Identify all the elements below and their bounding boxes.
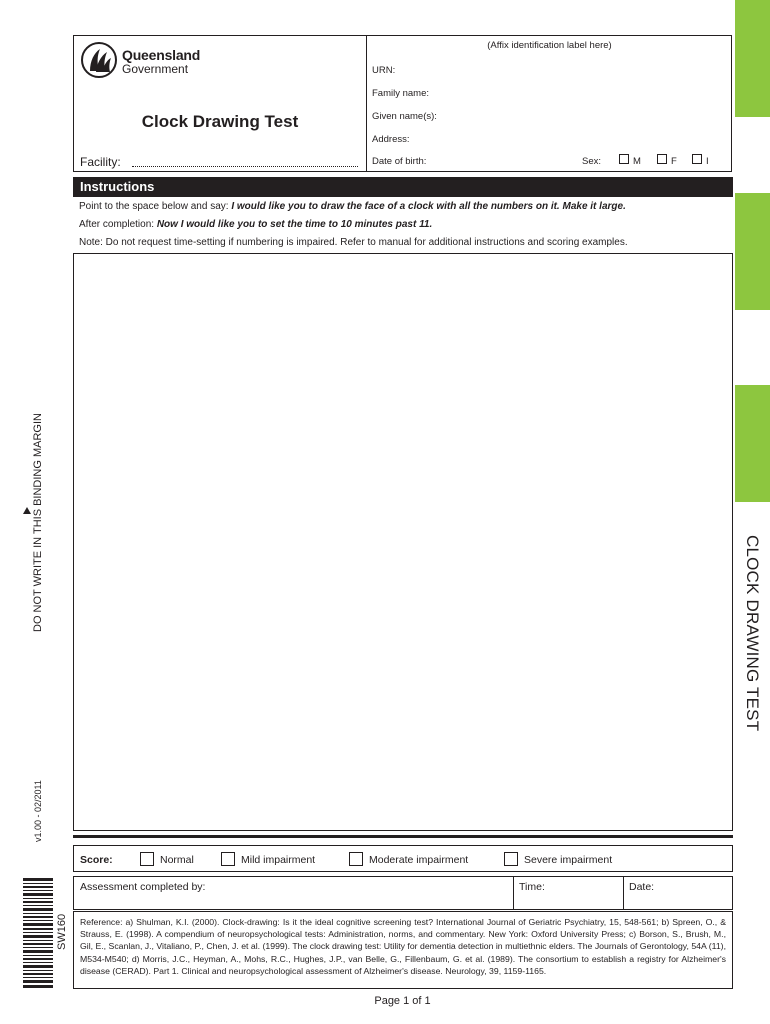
form-code: SW160: [56, 913, 68, 950]
sex-m-checkbox[interactable]: [619, 154, 629, 164]
instruction-line-3: Note: Do not request time-setting if numbering is impaired. Refer to manual for additional instructions and scoring examples.: [79, 237, 628, 248]
given-names-field[interactable]: Given name(s):: [372, 111, 437, 122]
side-title: CLOCK DRAWING TEST: [743, 535, 762, 732]
sex-f-checkbox[interactable]: [657, 154, 667, 164]
assessment-divider-2: [623, 877, 624, 909]
header-divider: [366, 36, 367, 171]
score-severe-checkbox[interactable]: [504, 852, 518, 866]
sex-f-label: F: [671, 156, 677, 167]
index-tab-2: [735, 193, 770, 310]
patient-header: [73, 35, 732, 172]
facility-label: Facility:: [80, 155, 121, 169]
score-normal-label: Normal: [160, 854, 194, 866]
index-tab-3: [735, 385, 770, 502]
assessed-by-field[interactable]: Assessment completed by:: [80, 881, 206, 893]
assessment-divider-1: [513, 877, 514, 909]
instructions-bar: [73, 177, 733, 197]
barcode-icon: [23, 878, 53, 988]
logo-text-queensland: Queensland: [122, 47, 201, 63]
form-title: Clock Drawing Test: [141, 112, 299, 131]
instructions-title: Instructions: [80, 179, 155, 194]
dob-field[interactable]: Date of birth:: [372, 156, 427, 167]
score-label: Score:: [80, 854, 113, 866]
instruction-line-1: [79, 201, 626, 212]
instruction-1-script: I would like you to draw the face of a clock with all the numbers on it. Make it large.: [231, 201, 626, 212]
instruction-line-2: [79, 219, 432, 230]
page-number: Page 1 of 1: [374, 995, 431, 1007]
binding-margin-note: DO NOT WRITE IN THIS BINDING MARGIN: [32, 413, 44, 632]
instruction-2-prefix: After completion:: [79, 219, 155, 230]
sex-m-label: M: [633, 156, 641, 167]
time-field[interactable]: Time:: [519, 881, 545, 893]
logo-text-government: Government: [122, 62, 189, 76]
instruction-2-script: Now I would like you to set the time to 10 minutes past 11.: [156, 219, 433, 230]
reference-box: [73, 911, 733, 989]
assessment-row: [73, 876, 733, 910]
sex-i-checkbox[interactable]: [692, 154, 702, 164]
score-mild-checkbox[interactable]: [221, 852, 235, 866]
id-label-hint: (Affix identification label here): [487, 40, 612, 51]
score-mild-label: Mild impairment: [241, 854, 316, 866]
margin-arrow-icon: [23, 507, 31, 514]
qld-gov-logo: [80, 41, 230, 81]
family-name-field[interactable]: Family name:: [372, 88, 430, 99]
section-rule: [73, 835, 733, 838]
address-field[interactable]: Address:: [372, 134, 410, 145]
date-field[interactable]: Date:: [629, 881, 655, 893]
score-row: [73, 845, 733, 872]
sex-i-label: I: [706, 156, 709, 167]
qld-emblem-icon: [80, 41, 118, 79]
facility-field[interactable]: [132, 166, 358, 167]
instruction-1-prefix: Point to the space below and say:: [79, 201, 229, 212]
index-tab-1: [735, 0, 770, 117]
score-severe-label: Severe impairment: [524, 854, 613, 866]
clock-drawing-area[interactable]: [73, 253, 733, 831]
score-moderate-checkbox[interactable]: [349, 852, 363, 866]
reference-text: Reference: a) Shulman, K.I. (2000). Clock-drawing: Is it the ideal cognitive screening test? International Journal of Geriatric Psychiatry, 15, 548-561; b) Spreen, O., & Strauss, E. (1998). A compendium of neuropsychological tests: Administration, norms, and commentary. New York: Oxford University Press; c) Borson, S., Brush, M., Gil, E., Scanlan, J., Vitaliano, P., Chen, J. et al. (1999). The clock drawing test: Utility for dementia detection in multiethnic elders. The Journals of Gerontology, 54A (11), M534-M540; d) Morris, J.C., Heyman, A., Mohs, R.C., Hughes, J.P., van Belle, G., Fillenbaum, G. et al. (1989). The consortium to establish a registry for Alzheimer's disease (CERAD). Part 1. Clinical and neuropsychological assessment of Alzheimer's disease. Neurology, 39, 1159-1165.: [80, 917, 726, 976]
urn-field[interactable]: URN:: [372, 65, 396, 76]
score-normal-checkbox[interactable]: [140, 852, 154, 866]
sex-label: Sex:: [582, 156, 602, 167]
version-label: v1.00 - 02/2011: [33, 780, 43, 842]
score-moderate-label: Moderate impairment: [369, 854, 469, 866]
